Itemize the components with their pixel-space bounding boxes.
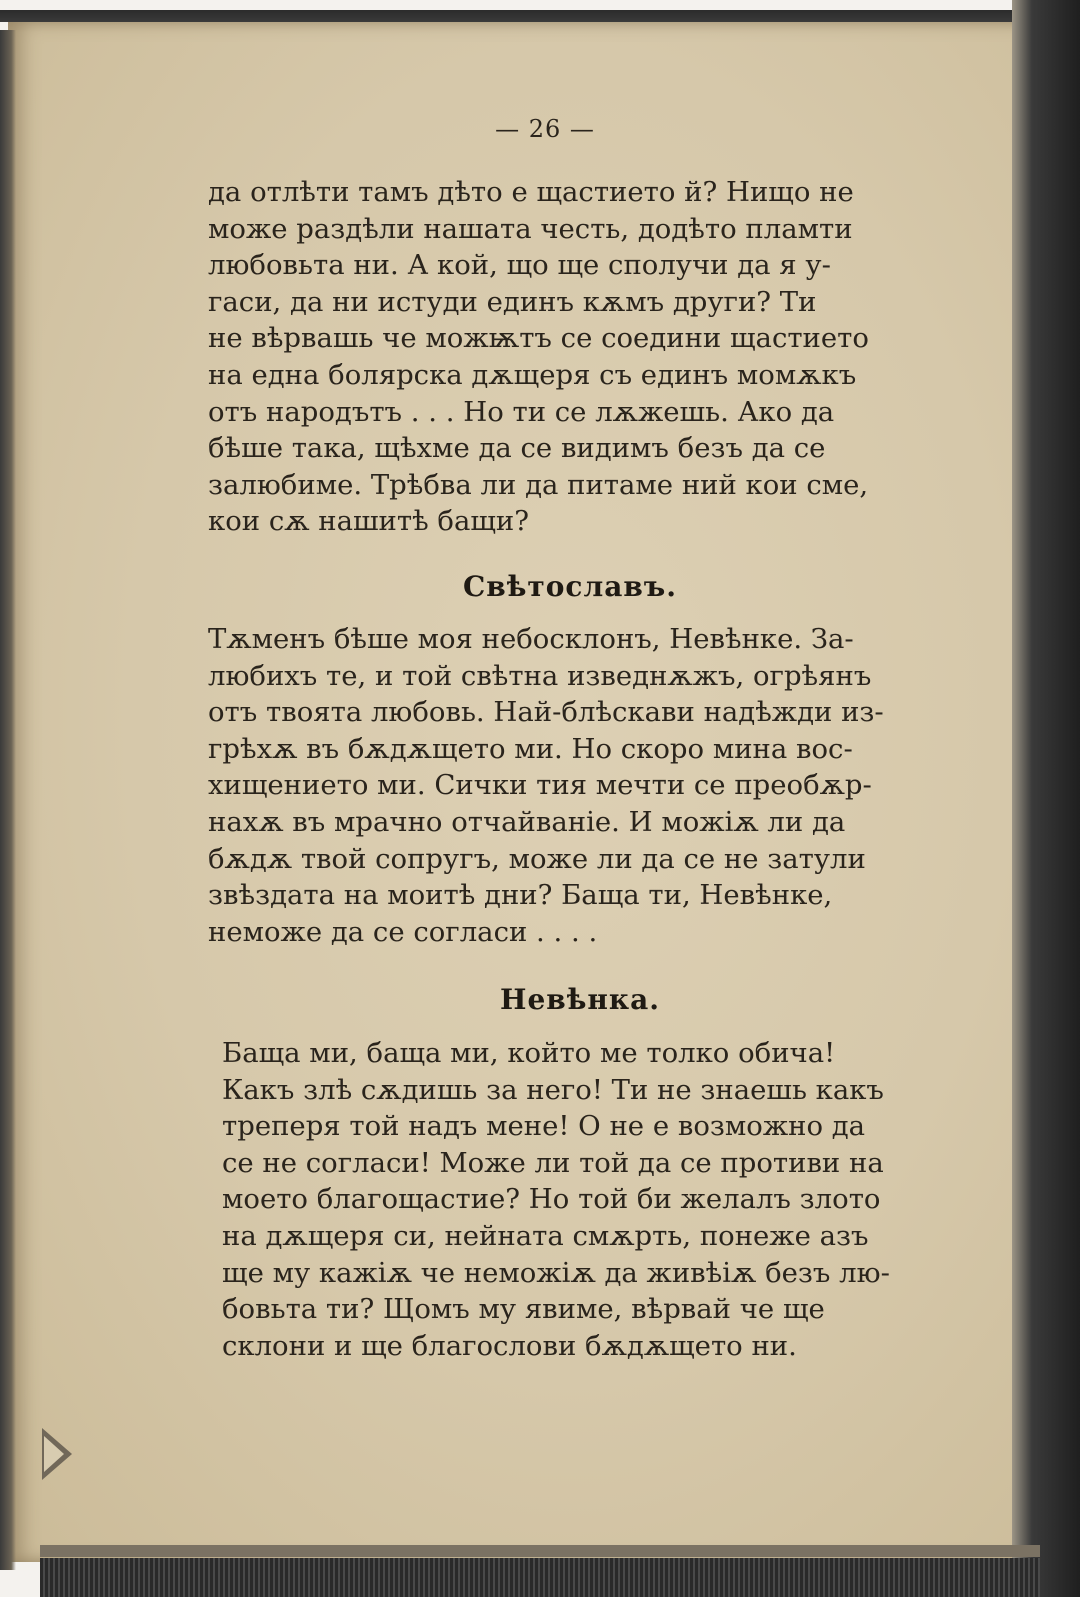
text-line: се не согласи! Може ли той да се противи на bbox=[222, 1146, 884, 1179]
text-line: бѣше така, щѣхме да се видимъ безъ да се bbox=[208, 432, 826, 465]
text-line: бѫдѫ твой сопругъ, може ли да се не затули bbox=[208, 842, 866, 875]
text-line: отъ твоята любовь. Най-блѣскави надѣжди из- bbox=[208, 696, 884, 729]
text-line: моето благощастие? Но той би желалъ злото bbox=[222, 1183, 881, 1216]
text-line: не вѣрвашь че можѭтъ се соедини щастието bbox=[208, 322, 869, 355]
page-fold-mark-inner bbox=[44, 1436, 64, 1472]
paragraph-2 bbox=[208, 621, 942, 950]
text-line: неможе да се согласи . . . . bbox=[208, 915, 598, 948]
text-line: гаси, да ни истуди единъ кѫмъ други? Ти bbox=[208, 285, 817, 318]
text-line: любихъ те, и той свѣтна изведнѫжъ, огрѣянъ bbox=[208, 659, 872, 692]
text-line: Тѫменъ бѣше моя небосклонъ, Невѣнке. За- bbox=[208, 623, 854, 655]
text-line: на една болярска дѫщеря съ единъ момѫкъ bbox=[208, 358, 857, 391]
text-line: залюбиме. Трѣбва ли да питаме ний кои сме, bbox=[208, 468, 869, 501]
text-line: може раздѣли нашата честь, додѣто пламти bbox=[208, 212, 853, 245]
text-line: Какъ злѣ сѫдишь за него! Ти не знаешь какъ bbox=[222, 1073, 884, 1106]
scan-right-border bbox=[1012, 0, 1080, 1597]
scan-bottom-border bbox=[40, 1558, 1040, 1597]
text-line: отъ народътъ . . . Но ти се лѫжешь. Ако да bbox=[208, 395, 835, 428]
text-line: треперя той надъ мене! О не е возможно да bbox=[222, 1110, 866, 1143]
text-line: на дѫщеря си, нейната смѫрть, понеже азъ bbox=[222, 1219, 869, 1252]
paragraph-1 bbox=[208, 174, 942, 540]
text-line: хищението ми. Сички тия мечти се преобѫр- bbox=[208, 769, 872, 802]
text-line: склони и ще благослови бѫдѫщето ни. bbox=[222, 1329, 797, 1362]
paragraph-3 bbox=[222, 1035, 944, 1364]
text-line: Баща ми, баща ми, който ме толко обича! bbox=[222, 1037, 836, 1069]
text-line: да отлѣти тамъ дѣто е щастието й? Нищо не bbox=[208, 176, 854, 208]
speaker-heading-svetoslav: Свѣтославъ. bbox=[462, 570, 678, 603]
text-line: ще му кажіѫ че неможіѫ да живѣіѫ безъ лю- bbox=[222, 1256, 890, 1289]
text-line: звѣздата на моитѣ дни? Баща ти, Невѣнке, bbox=[208, 879, 833, 912]
book-spine-shadow bbox=[0, 30, 16, 1570]
speaker-heading-nevenka: Невѣнка. bbox=[499, 983, 661, 1016]
text-line: любовьта ни. А кой, що ще сполучи да я у- bbox=[208, 249, 831, 282]
text-line: грѣхѫ въ бѫдѫщето ми. Но скоро мина вос- bbox=[208, 732, 853, 765]
page-bottom-edge bbox=[40, 1545, 1040, 1557]
scan-top-border bbox=[0, 10, 1030, 22]
page-number: — 26 — bbox=[495, 115, 595, 143]
text-line: бовьта ти? Щомъ му явиме, вѣрвай че ще bbox=[222, 1293, 825, 1326]
text-line: кои сѫ нашитѣ бащи? bbox=[208, 505, 530, 538]
text-line: нахѫ въ мрачно отчайваніе. И можіѫ ли да bbox=[208, 805, 846, 838]
